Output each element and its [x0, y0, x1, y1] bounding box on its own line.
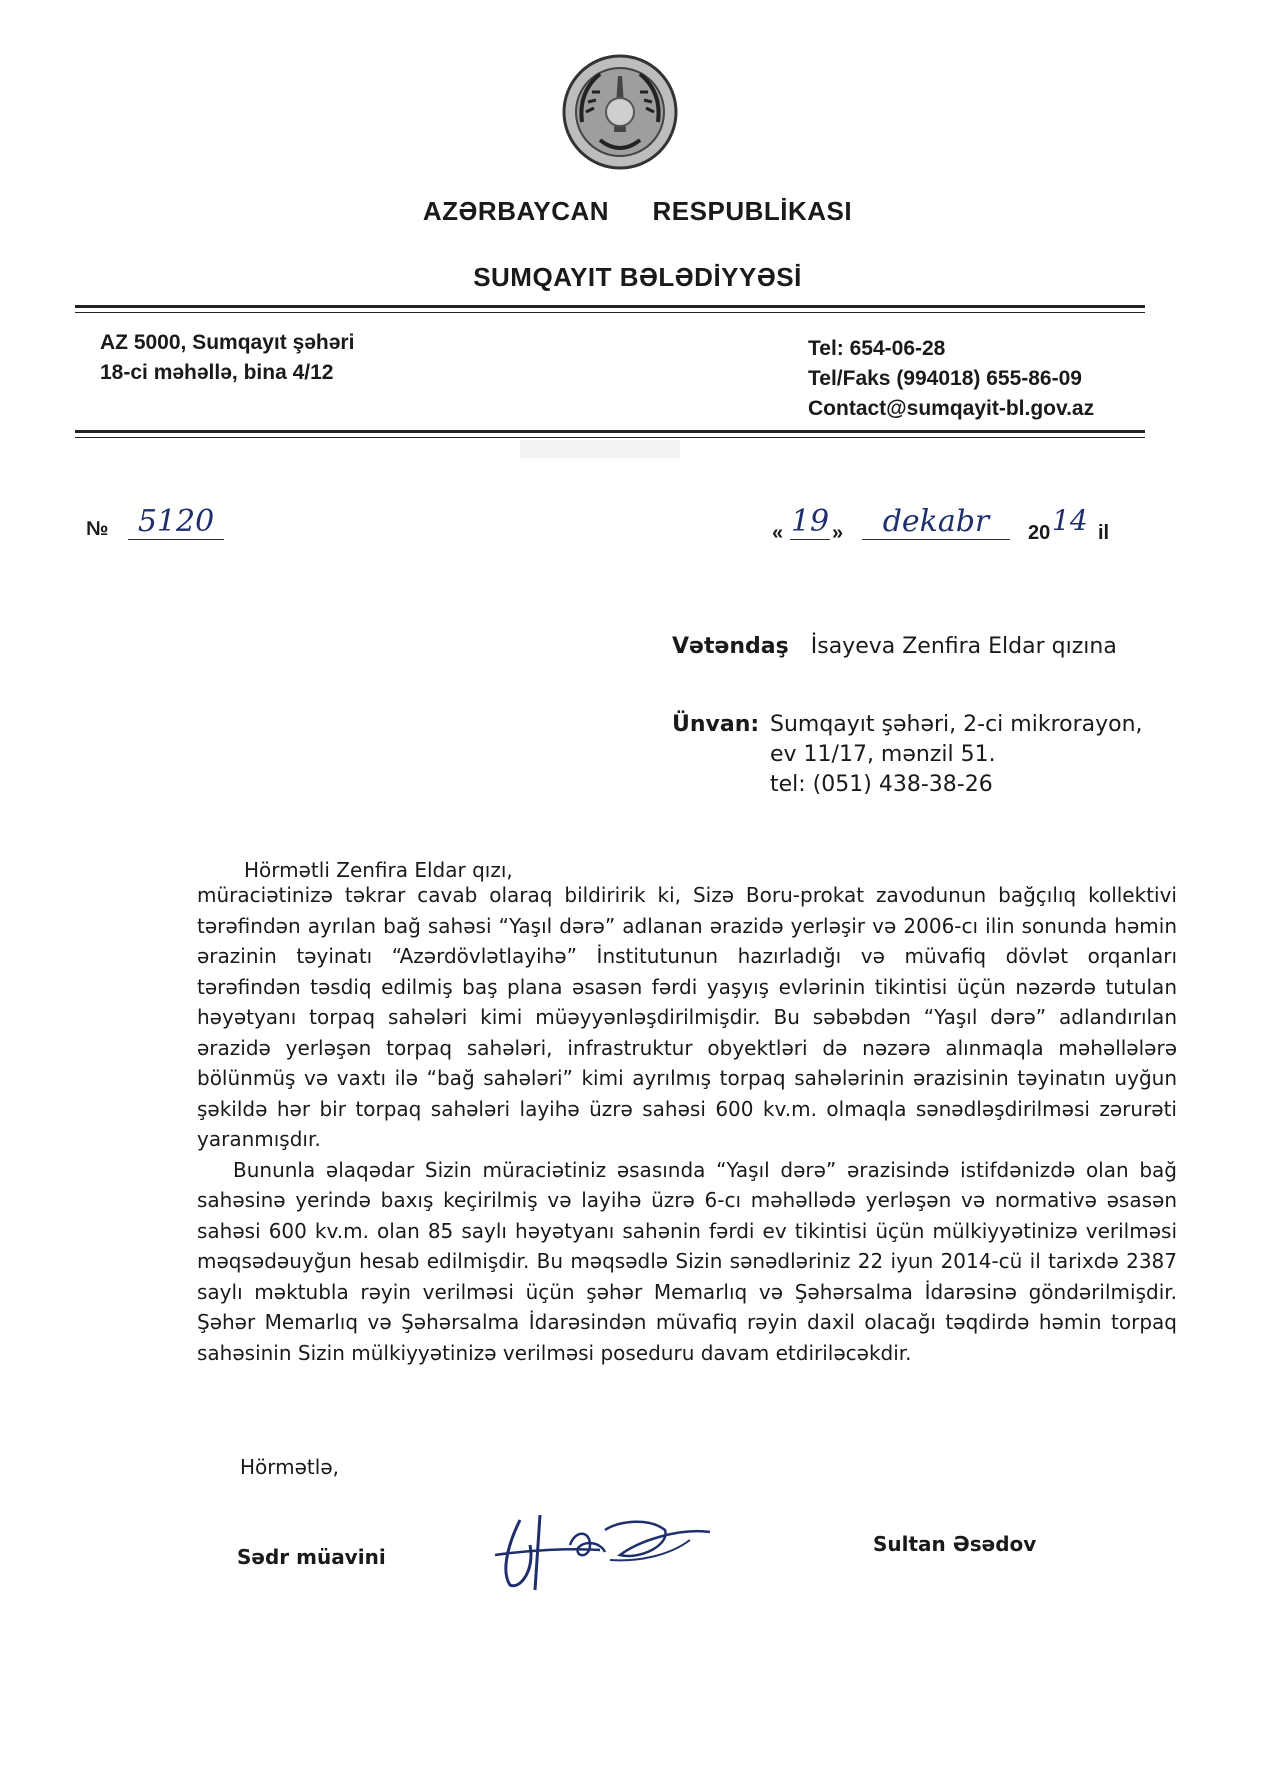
recipient-line [672, 632, 1117, 662]
date-day: 19 [790, 504, 830, 539]
country-heading [0, 196, 1275, 227]
contact-block [808, 334, 1094, 424]
year-suffix: 14 [1052, 504, 1088, 537]
recipient-phone: tel: (051) 438-38-26 [770, 772, 993, 797]
recipient-address-line-2: ev 11/17, mənzil 51. [770, 742, 996, 767]
handwritten-signature-icon [490, 1500, 720, 1600]
header-rule-top-thin [75, 312, 1145, 313]
signatory-name: Sultan Əsədov [873, 1532, 1037, 1556]
year-prefix: 20 [1028, 522, 1051, 544]
date-close-quote: » [832, 522, 844, 544]
fax-number: Tel/Faks (994018) 655-86-09 [808, 367, 1082, 390]
email-address: Contact@sumqayit-bl.gov.az [808, 397, 1095, 420]
phone-number: Tel: 654-06-28 [808, 337, 946, 360]
year-unit: il [1098, 522, 1110, 544]
address-label: Ünvan: [672, 712, 760, 737]
municipality-emblem-icon [560, 52, 680, 172]
address-line-1: AZ 5000, Sumqayıt şəhəri [100, 331, 355, 354]
signatory-position: Sədr müavini [237, 1545, 386, 1569]
country-heading-part-1: AZƏRBAYCAN [422, 196, 610, 226]
institution-heading: SUMQAYIT BƏLƏDİYYƏSİ [473, 262, 802, 292]
header-rule-bottom [75, 430, 1145, 433]
date-open-quote: « [772, 522, 784, 544]
citizen-label: Vətəndaş [672, 634, 789, 659]
address-line-2: 18-ci məhəllə, bina 4/12 [100, 361, 334, 384]
paragraph-2: Bununla əlaqədar Sizin müraciətiniz əsasında “Yaşıl dərə” ərazisində istifdənizdə olan bağ sahəsinə yerində baxış keçirilmiş və layihə üzrə 6-cı məhəllədə yerləşən və normativə əsasən sahəsi 600 kv.m. olan 85 saylı həyətyanı sahənin fərdi ev tikintisi üçün mülkiyyətinizə verilməsi məqsədəuyğun hesab edilmişdir. Bu məqsədlə Sizin sənədləriniz 22 iyun 2014-cü il tarixdə 2387 saylı məktubla rəyin verilməsi üçün şəhər Memarlıq və Şəhərsalma İdarəsinə göndərilmişdir. Şəhər Memarlıq və Şəhərsalma İdarəsindən müvafiq rəyin daxil olacağı təqdirdə həmin torpaq sahəsinin Sizin mülkiyyətinizə verilməsi poseduru davam etdiriləcəkdir. [197, 1157, 1177, 1365]
registration-number-label: № [86, 518, 109, 540]
letter-body [197, 880, 1177, 1368]
date-month: dekabr [862, 504, 1010, 540]
closing: Hörmətlə, [240, 1455, 339, 1479]
citizen-name: İsayeva Zenfira Eldar qızına [810, 634, 1117, 659]
faint-stamp-mark [520, 440, 680, 458]
registration-number-value: 5120 [128, 504, 224, 540]
address-block [100, 328, 354, 388]
country-heading-part-2: RESPUBLİKASI [652, 196, 853, 226]
recipient-address-line-1: Sumqayıt şəhəri, 2-ci mikrorayon, [770, 712, 1143, 737]
recipient-address [770, 710, 1143, 800]
recipient-address-label [672, 710, 759, 740]
salutation: Hörmətli Zenfira Eldar qızı, [244, 858, 513, 882]
header-rule-top [75, 305, 1145, 308]
header-rule-bottom-thin [75, 437, 1145, 438]
paragraph-1: müraciətinizə təkrar cavab olaraq bildiririk ki, Sizə Boru-prokat zavodunun bağçılıq kollektivi tərəfindən ayrılan bağ sahəsi “Yaşıl dərə” adlanan ərazidə yerləşir və 2006-cı ilin sonunda həmin ərazinin təyinatı “Azərdövlətlayihə” İnstitutunun hazırladığı və müvafiq dövlət orqanları tərəfindən təsdiq edilmiş baş plana əsasən fərdi yaşyış evlərinin tikintisi üçün nəzərdə tutulan həyətyanı torpaq sahələri kimi müəyyənləşdirilmişdir. Bu səbəbdən “Yaşıl dərə” adlandırılan ərazidə yerləşən torpaq sahələri, infrastruktur obyektləri də nəzərə alınmaqla məhəllələrə bölünmüş və vaxtı ilə “bağ sahələri” kimi ayrılmış torpaq sahələrinin ərazisinin təyinatın uyğun şəkildə hər bir torpaq sahələri layihə üzrə sahəsi 600 kv.m. olmaqla sənədləşdirilməsi zərurəti yaranmışdır. [197, 883, 1177, 1151]
